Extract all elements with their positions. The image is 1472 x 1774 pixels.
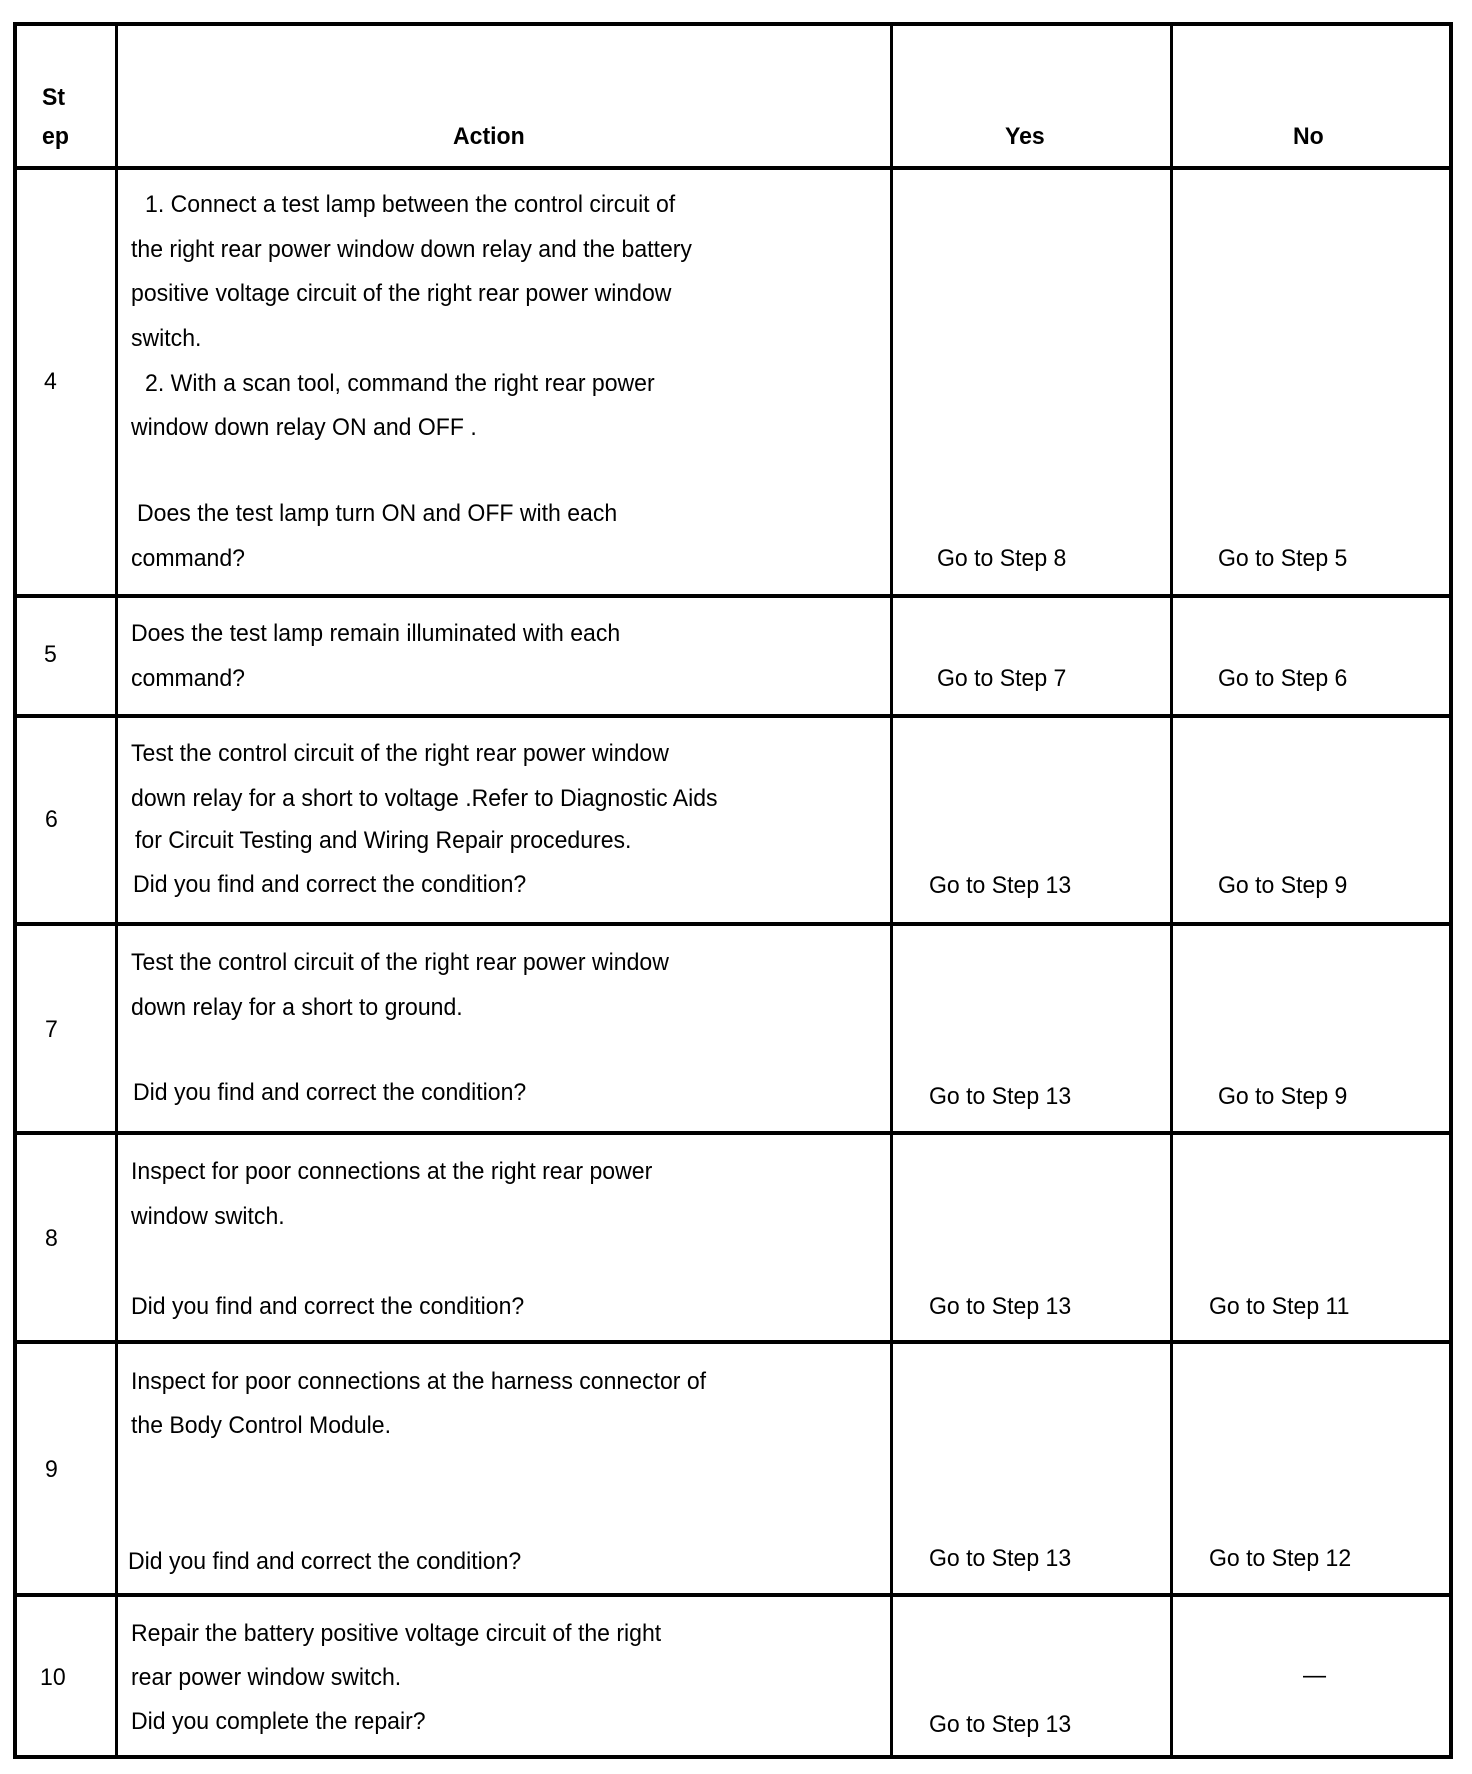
action-line: Did you find and correct the condition? <box>131 1293 525 1320</box>
table-right-border <box>1449 22 1453 1759</box>
row-divider <box>13 594 1453 598</box>
action-line: command? <box>131 545 245 572</box>
yes-result: Go to Step 13 <box>929 1293 1072 1320</box>
action-line: Does the test lamp turn ON and OFF with each <box>137 500 618 527</box>
row-divider <box>13 1593 1453 1597</box>
yes-result: Go to Step 13 <box>929 1083 1072 1110</box>
header-no: No <box>1293 123 1324 150</box>
column-divider <box>890 22 893 1759</box>
action-line: Test the control circuit of the right rear power window <box>131 949 669 976</box>
action-line: Did you complete the repair? <box>131 1708 426 1735</box>
step-number: 8 <box>45 1225 58 1252</box>
action-line: the right rear power window down relay and the battery <box>131 236 692 263</box>
column-divider <box>115 22 118 1759</box>
step-number: 10 <box>40 1664 66 1691</box>
action-line: switch. <box>131 325 202 352</box>
action-line: window down relay ON and OFF . <box>131 414 477 441</box>
action-line: Did you find and correct the condition? <box>133 1079 527 1106</box>
action-line: Inspect for poor connections at the right rear power <box>131 1158 653 1185</box>
no-result: Go to Step 12 <box>1209 1545 1352 1572</box>
header-bottom-border <box>13 166 1453 170</box>
action-line: Test the control circuit of the right rear power window <box>131 740 669 767</box>
action-line: Inspect for poor connections at the harness connector of <box>131 1368 707 1395</box>
yes-result: Go to Step 13 <box>929 1711 1072 1738</box>
header-step-line1: St <box>42 84 66 111</box>
action-line: rear power window switch. <box>131 1664 402 1691</box>
yes-result: Go to Step 13 <box>929 872 1072 899</box>
header-yes: Yes <box>1005 123 1045 150</box>
action-line: window switch. <box>131 1203 285 1230</box>
action-line: Does the test lamp remain illuminated with each <box>131 620 621 647</box>
step-number: 9 <box>45 1456 58 1483</box>
row-divider <box>13 922 1453 926</box>
action-line: 2. With a scan tool, command the right rear power <box>145 370 655 397</box>
yes-result: Go to Step 7 <box>937 665 1067 692</box>
action-line: down relay for a short to ground. <box>131 994 463 1021</box>
row-divider <box>13 1340 1453 1344</box>
yes-result: Go to Step 8 <box>937 545 1067 572</box>
no-result: Go to Step 11 <box>1209 1293 1350 1320</box>
table-left-border <box>13 22 17 1759</box>
step-number: 4 <box>44 368 57 395</box>
column-divider <box>1170 22 1173 1759</box>
action-line: Did you find and correct the condition? <box>133 871 527 898</box>
action-line: command? <box>131 665 245 692</box>
table-bottom-border <box>13 1755 1453 1759</box>
step-number: 5 <box>44 641 57 668</box>
yes-result: Go to Step 13 <box>929 1545 1072 1572</box>
header-step-line2: ep <box>42 123 69 150</box>
no-result: Go to Step 9 <box>1218 872 1348 899</box>
step-number: 6 <box>45 806 58 833</box>
action-line: Did you find and correct the condition? <box>128 1548 522 1575</box>
no-result: — <box>1303 1662 1327 1689</box>
no-result: Go to Step 5 <box>1218 545 1348 572</box>
action-line: positive voltage circuit of the right rear power window <box>131 280 672 307</box>
action-line: down relay for a short to voltage .Refer to Diagnostic Aids <box>131 785 718 812</box>
action-line: 1. Connect a test lamp between the control circuit of <box>145 191 676 218</box>
header-action: Action <box>453 123 525 150</box>
row-divider <box>13 1131 1453 1135</box>
diagnostic-table <box>13 22 1453 1759</box>
no-result: Go to Step 6 <box>1218 665 1348 692</box>
action-line: for Circuit Testing and Wiring Repair procedures. <box>135 827 632 854</box>
table-top-border <box>13 22 1453 26</box>
step-number: 7 <box>45 1016 58 1043</box>
action-line: Repair the battery positive voltage circuit of the right <box>131 1620 662 1647</box>
no-result: Go to Step 9 <box>1218 1083 1348 1110</box>
action-line: the Body Control Module. <box>131 1412 391 1439</box>
row-divider <box>13 714 1453 718</box>
